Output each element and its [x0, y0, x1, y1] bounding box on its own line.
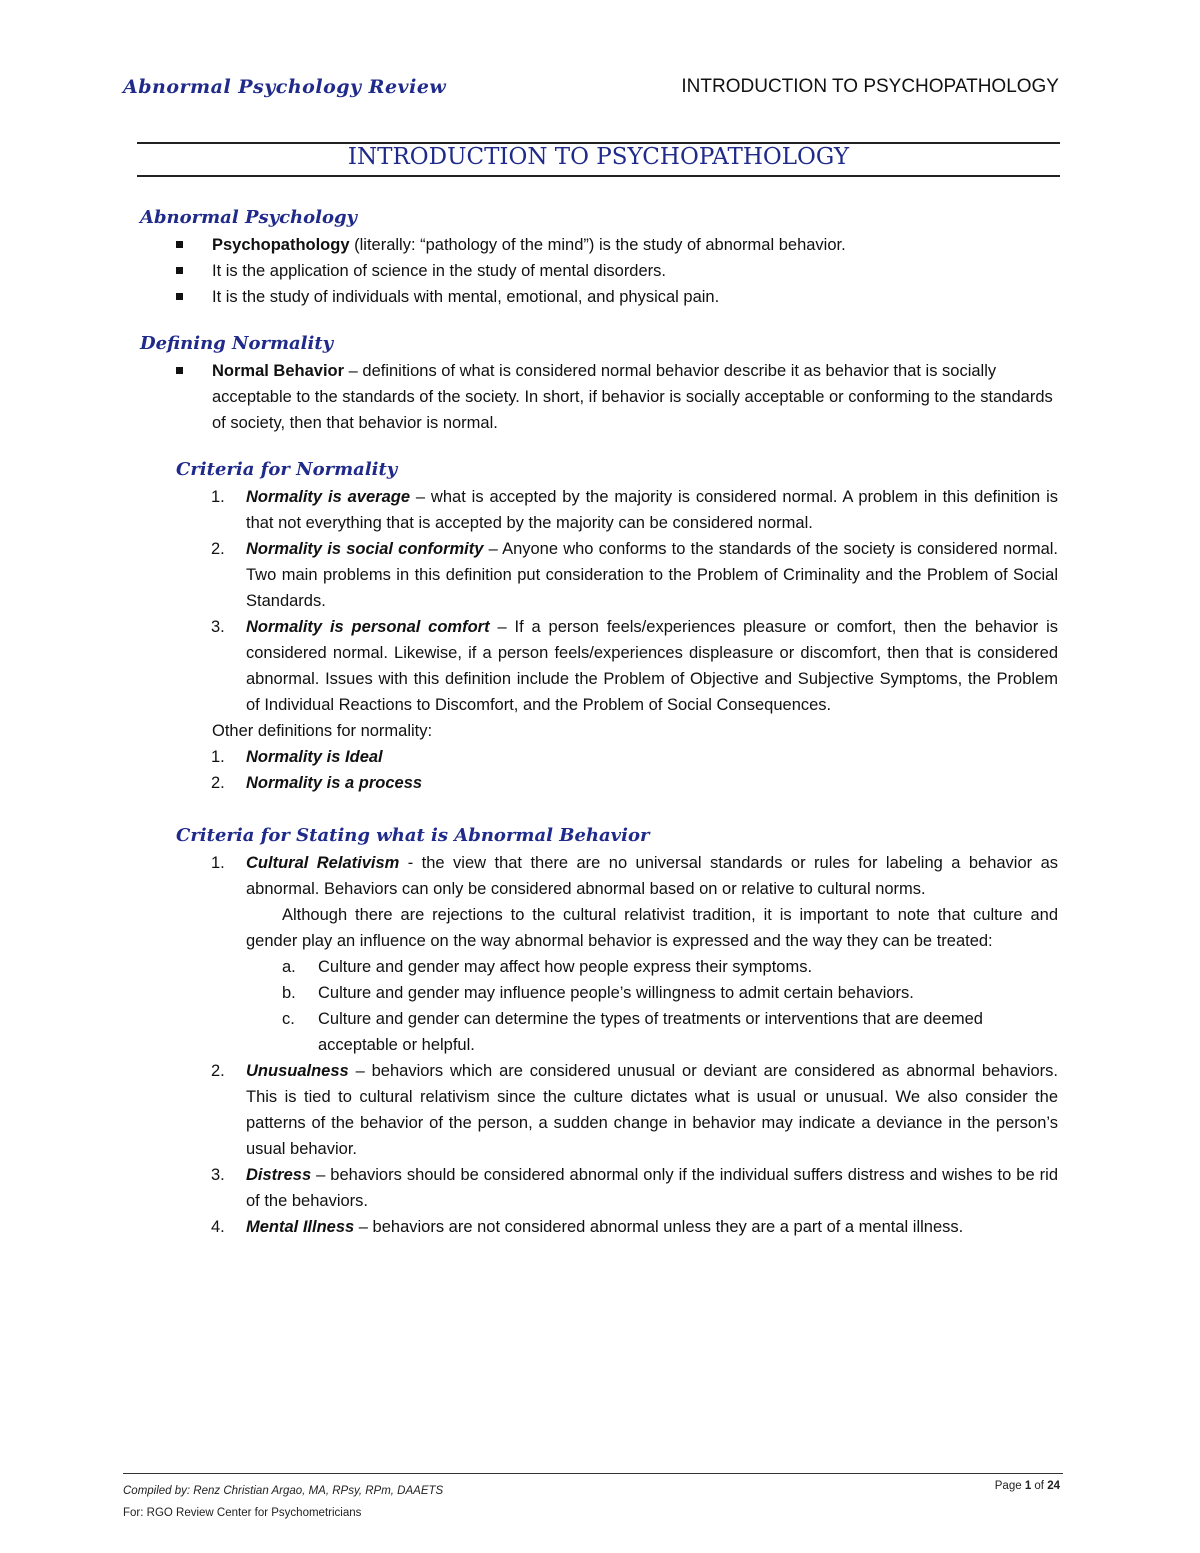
- page-number: Page 1 of 24: [994, 1480, 1060, 1492]
- term: Normality is social conformity: [246, 540, 484, 558]
- list-item: 2. Normality is a process: [211, 774, 423, 792]
- list-item: [212, 358, 1058, 436]
- definition: (literally: “pathology of the mind”) is the study of abnormal behavior.: [349, 236, 846, 254]
- footer-credits: [123, 1480, 443, 1524]
- other-definitions-label: Other definitions for normality:: [212, 722, 433, 740]
- running-section: INTRODUCTION TO PSYCHOPATHOLOGY: [681, 76, 1059, 97]
- list-item: 3. Normality is personal comfort – If a person feels/experiences pleasure or comfort, then the behavior is considered normal. Likewise, if a person feels/experiences displeasure or discomfort, then that is considered abnormal. Issues with this definition include the Problem of Objective and Subjective Symptoms, the Problem of Individual Reactions to Discomfort, and the Problem of Social Consequences.: [211, 618, 1058, 714]
- term: Mental Illness: [246, 1218, 355, 1236]
- term: Normality is Ideal: [246, 748, 383, 766]
- heading-defining-normality: Defining Normality: [140, 333, 334, 354]
- list-item: c. Culture and gender can determine the types of treatments or interventions that are deemed acceptable or helpful.: [282, 1010, 983, 1054]
- document-title: INTRODUCTION TO PSYCHOPATHOLOGY: [347, 144, 850, 170]
- list-item: 2. Unusualness – behaviors which are considered unusual or deviant are considered as abnormal behaviors. This is tied to cultural relativism since the culture dictates what is usual or unusual. We also consider the patterns of the behavior of the person, a sudden change in behavior may indicate a deviance in the person’s usual behavior.: [211, 1062, 1058, 1158]
- footer-rule: [123, 1473, 1063, 1474]
- term: Normality is a process: [246, 774, 423, 792]
- footer-org: For: RGO Review Center for Psychometricians: [123, 1507, 362, 1519]
- list-item: [212, 232, 1058, 258]
- term: Psychopathology: [212, 236, 350, 254]
- title-rule-bottom: [137, 175, 1060, 177]
- defining-normality-list: [140, 358, 1058, 436]
- criteria-abnormal-list: [140, 850, 1058, 1240]
- term: Unusualness: [246, 1062, 349, 1080]
- heading-criteria-normality: Criteria for Normality: [176, 459, 398, 480]
- heading-abnormal-psychology: Abnormal Psychology: [140, 207, 358, 228]
- list-item: 2. Normality is social conformity – Anyone who conforms to the standards of the society is considered normal. Two main problems in this definition put consideration to the Problem of Criminality and the Problem of Social Standards.: [211, 540, 1058, 610]
- paragraph: Although there are rejections to the cultural relativist tradition, it is important to note that culture and gender play an influence on the way abnormal behavior is expressed and the way they can be treated:: [246, 906, 1058, 950]
- list-item: b. Culture and gender may influence people’s willingness to admit certain behaviors.: [282, 984, 914, 1002]
- footer-author: Compiled by: Renz Christian Argao, MA, RPsy, RPm, DAAETS: [123, 1485, 444, 1497]
- list-item: a. Culture and gender may affect how people express their symptoms.: [282, 958, 813, 976]
- list-item: 3. Distress – behaviors should be considered abnormal only if the individual suffers distress and wishes to be rid of the behaviors.: [211, 1166, 1058, 1210]
- list-item: 1. Normality is Ideal: [211, 748, 383, 766]
- term: Cultural Relativism: [246, 854, 400, 872]
- list-item: 4. Mental Illness – behaviors are not considered abnormal unless they are a part of a mental illness.: [211, 1218, 964, 1236]
- list-item: 1. Cultural Relativism - the view that there are no universal standards or rules for labeling a behavior as abnormal. Behaviors can only be considered abnormal based on or relative to cultural norms. Although there are rejections to the cultural relativist tradition, it is important to note that culture and gender play an influence on the way abnormal behavior is expressed and the way they can be treated: a. Culture and gender may affect how people express their symptoms. b. Culture and gender may influence people’s willingness to admit certain behaviors. c. Culture and gender can determine the types of treatments or interventions that are deemed acceptable or helpful.: [246, 850, 1058, 1058]
- term: Normal Behavior: [212, 362, 345, 380]
- term: Distress: [246, 1166, 312, 1184]
- term: Normality is personal comfort: [246, 618, 490, 636]
- criteria-normality-list: [140, 484, 1058, 718]
- other-definitions-list: [140, 744, 1058, 796]
- sub-list: [246, 954, 1058, 1058]
- running-title: Abnormal Psychology Review: [123, 76, 447, 98]
- list-item: It is the application of science in the study of mental disorders.: [212, 258, 1058, 284]
- term: Normality is average: [246, 488, 410, 506]
- heading-criteria-abnormal: Criteria for Stating what is Abnormal Behavior: [176, 825, 650, 846]
- abnormal-psychology-list: [140, 232, 1058, 310]
- definition: – definitions of what is considered normal behavior describe it as behavior that is socially acceptable to the standards of the society. In short, if behavior is socially acceptable or conforming to the standards of society, then that behavior is normal.: [212, 362, 1053, 432]
- document-body: [140, 204, 1058, 1240]
- list-item: 1. Normality is average – what is accepted by the majority is considered normal. A problem in this definition is that not everything that is accepted by the majority can be considered normal.: [211, 488, 1058, 532]
- list-item: It is the study of individuals with mental, emotional, and physical pain.: [212, 284, 1058, 310]
